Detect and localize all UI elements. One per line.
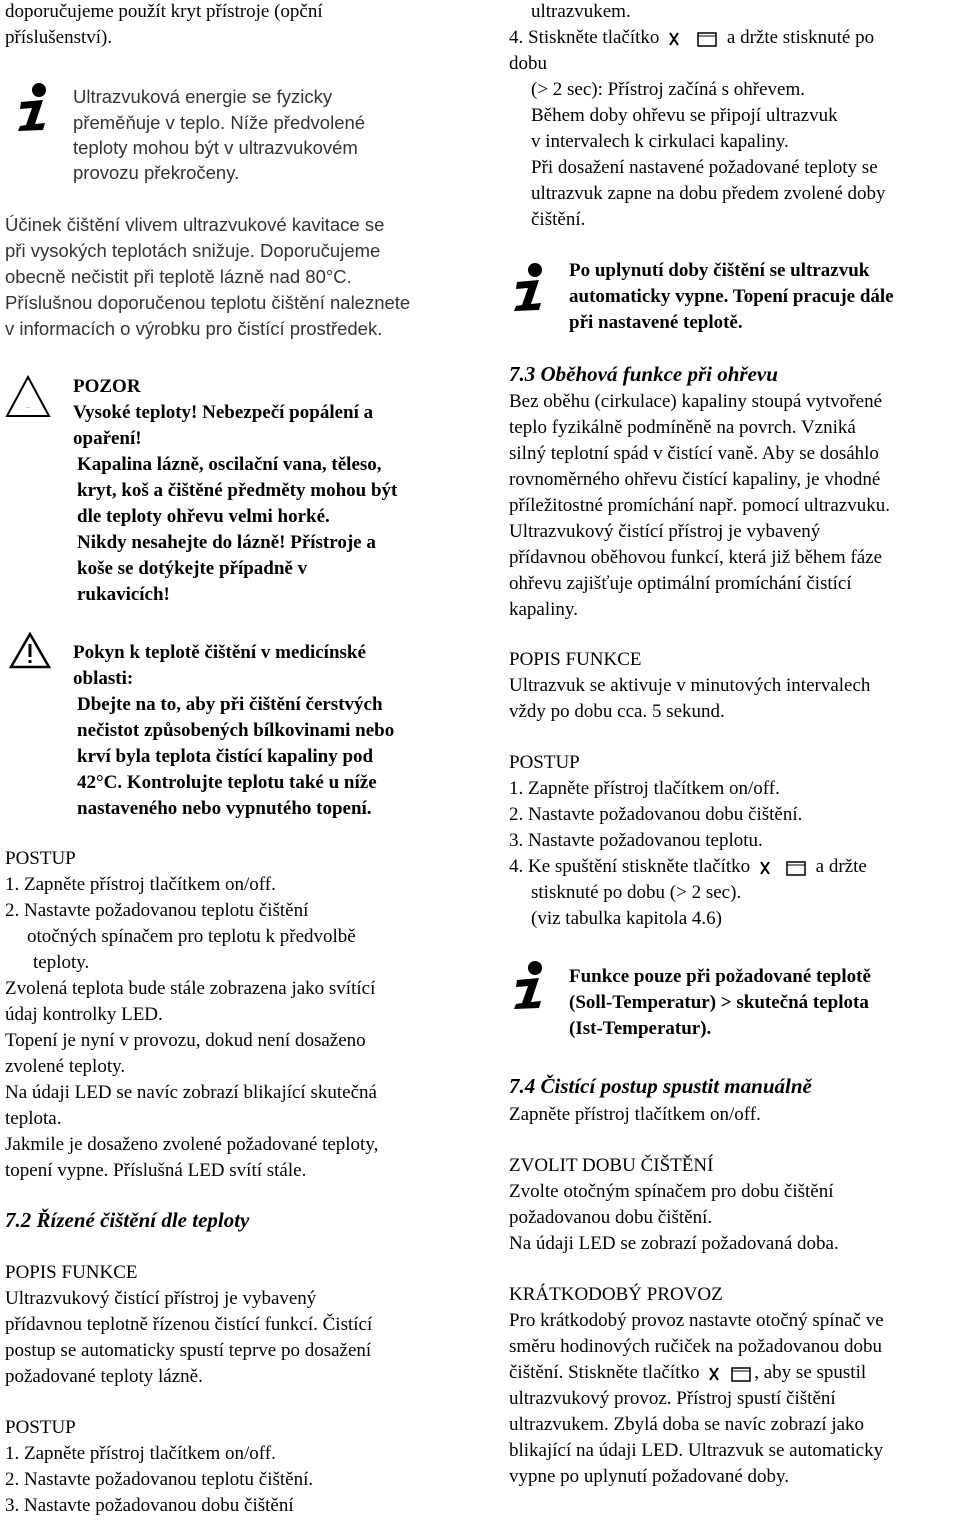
info-icon: [511, 262, 549, 312]
pozor-line: Nikdy nesahejte do lázně! Přístroje a: [77, 532, 376, 553]
postup-step: 2. Nastavte požadovanou dobu čištění.: [509, 804, 803, 825]
body-text-line: ultrazvukový provoz. Přístroj spustí čištění: [509, 1388, 836, 1409]
postup-text: údaj kontrolky LED.: [5, 1004, 163, 1025]
postup-step: 1. Zapněte přístroj tlačítkem on/off.: [5, 874, 276, 895]
zvolit-heading: ZVOLIT DOBU ČIŠTĚNÍ: [509, 1155, 714, 1176]
body-text-line: Během doby ohřevu se připojí ultrazvuk: [531, 105, 838, 126]
body-text-line: příležitostné promíchání např. pomocí ultrazvuku.: [509, 495, 890, 516]
body-text-line: směru hodinových ručiček na požadovanou dobu: [509, 1336, 883, 1357]
pozor-line: Vysoké teploty! Nebezpečí popálení a: [73, 402, 374, 423]
body-text-line: požadovanou dobu čištění.: [509, 1207, 713, 1228]
info-text-line: teploty mohou být v ultrazvukovém: [73, 137, 358, 158]
popis-text: požadované teploty lázně.: [5, 1366, 203, 1387]
body-text-line: Bez oběhu (cirkulace) kapaliny stoupá vytvořené: [509, 391, 882, 412]
body-text-line: ultrazvukem.: [531, 1, 631, 22]
medical-line: Pokyn k teplotě čištění v medicínské: [73, 642, 366, 663]
postup-text: Topení je nyní v provozu, dokud není dosaženo: [5, 1030, 366, 1051]
step-text: čištění. Stiskněte tlačítko: [509, 1362, 700, 1383]
popis-text: postup se automaticky spustí teprve po dosažení: [5, 1340, 372, 1361]
body-text-line: ultrazvukem. Zbylá doba se navíc zobrazí jako: [509, 1414, 865, 1435]
info-text-line: provozu překročeny.: [73, 162, 240, 183]
warning-icon: [5, 374, 51, 420]
pozor-line: Kapalina lázně, oscilační vana, těleso,: [77, 454, 382, 475]
medical-line: Dbejte na to, aby při čištění čerstvých: [77, 694, 383, 715]
postup-step: otočných spínačem pro teplotu k předvolbě: [27, 926, 356, 947]
body-text-line: přídavnou oběhovou funkcí, která již během fáze: [509, 547, 882, 568]
body-text-line: při vysokých teplotách snižuje. Doporučujeme: [5, 240, 381, 261]
info-icon: [511, 960, 549, 1010]
postup-heading: POSTUP: [509, 752, 580, 773]
postup-text: zvolené teploty.: [5, 1056, 126, 1077]
medical-line: 42°C. Kontrolujte teplotu také u níže: [77, 772, 377, 793]
body-text-line: Zapněte přístroj tlačítkem on/off.: [509, 1104, 761, 1125]
body-text-line: (> 2 sec): Přístroj začíná s ohřevem.: [531, 79, 805, 100]
step-line: [509, 1361, 866, 1385]
info-text-line: (Ist-Temperatur).: [569, 1018, 712, 1039]
postup-heading: POSTUP: [5, 1417, 76, 1438]
pozor-line: dle teploty ohřevu velmi horké.: [77, 506, 330, 527]
pozor-line: rukavicích!: [77, 584, 170, 605]
body-text-line: Na údaji LED se zobrazí požadovaná doba.: [509, 1233, 839, 1254]
body-text-line: rovnoměrného ohřevu čistící kapaliny, je vhodné: [509, 469, 881, 490]
section-title: 7.3 Oběhová funkce při ohřevu: [509, 362, 778, 386]
intro-line: příslušenství).: [5, 27, 113, 48]
body-text-line: Příslušnou doporučenou teplotu čištění naleznete: [5, 292, 411, 313]
warning-icon: [9, 632, 51, 670]
info-text-line: Po uplynutí doby čištění se ultrazvuk: [569, 260, 870, 281]
body-text-line: Ultrazvukový čistící přístroj je vybavený: [509, 521, 821, 542]
section-title: 7.2 Řízené čištění dle teploty: [5, 1208, 250, 1232]
ultrasound-heat-button-icon: [755, 859, 811, 877]
step-text: 4. Ke spuštění stiskněte tlačítko: [509, 856, 751, 877]
body-text-line: Účinek čištění vlivem ultrazvukové kavitace se: [5, 214, 385, 235]
postup-step: 3. Nastavte požadovanou teplotu.: [509, 830, 763, 851]
body-text-line: ultrazvuk zapne na dobu předem zvolené doby: [531, 183, 886, 204]
pozor-title: POZOR: [73, 376, 141, 397]
body-text-line: Zvolte otočným spínačem pro dobu čištění: [509, 1181, 834, 1202]
step-text: , aby se spustil: [754, 1362, 867, 1383]
postup-text: teplota.: [5, 1108, 62, 1129]
postup-step: 2. Nastavte požadovanou teplotu čištění: [5, 900, 309, 921]
body-text-line: blikající na údaji LED. Ultrazvuk se automaticky: [509, 1440, 884, 1461]
info-text-line: přeměňuje v teplo. Níže předvolené: [73, 112, 366, 133]
medical-line: nečistot způsobených bílkovinami nebo: [77, 720, 395, 741]
body-text-line: obecně nečistit při teplotě lázně nad 80°C.: [5, 266, 352, 287]
popis-text: vždy po dobu cca. 5 sekund.: [509, 701, 725, 722]
postup-step: stisknuté po dobu (> 2 sec).: [531, 882, 742, 903]
step-line: [509, 26, 874, 50]
body-text-line: Pro krátkodobý provoz nastavte otočný spínač ve: [509, 1310, 884, 1331]
postup-step: (viz tabulka kapitola 4.6): [531, 908, 722, 929]
svg-text:~: ~: [25, 403, 31, 414]
info-text-line: automaticky vypne. Topení pracuje dále: [569, 286, 894, 307]
popis-text: Ultrazvukový čistící přístroj je vybavený: [5, 1288, 317, 1309]
step-text: a držte: [815, 856, 867, 877]
body-text-line: Při dosažení nastavené požadované teploty se: [531, 157, 878, 178]
section-title: 7.4 Čistící postup spustit manuálně: [509, 1074, 812, 1098]
postup-step: 1. Zapněte přístroj tlačítkem on/off.: [5, 1443, 276, 1464]
step-text: a držte stisknuté po: [726, 27, 875, 48]
info-text-line: (Soll-Temperatur) > skutečná teplota: [569, 992, 869, 1013]
info-text-line: Funkce pouze při požadované teplotě: [569, 966, 871, 987]
ultrasound-heat-button-icon: [704, 1365, 754, 1383]
popis-heading: POPIS FUNKCE: [509, 649, 642, 670]
intro-line: doporučujeme použít kryt přístroje (opční: [5, 1, 323, 22]
body-text-line: silný teplotní spád v čistící vaně. Aby se dosáhlo: [509, 443, 879, 464]
popis-text: přídavnou teplotně řízenou čistící funkcí. Čistící: [5, 1314, 373, 1335]
popis-heading: POPIS FUNKCE: [5, 1262, 138, 1283]
medical-line: krví byla teplota čistící kapaliny pod: [77, 746, 374, 767]
body-text-line: kapaliny.: [509, 599, 578, 620]
postup-heading: POSTUP: [5, 848, 76, 869]
postup-step: 3. Nastavte požadovanou dobu čištění: [5, 1495, 294, 1516]
postup-step: teploty.: [33, 952, 90, 973]
postup-text: Zvolená teplota bude stále zobrazena jako svítící: [5, 978, 376, 999]
body-text-line: dobu: [509, 53, 547, 74]
ultrasound-heat-button-icon: [664, 30, 722, 48]
medical-line: nastaveného nebo vypnutého topení.: [77, 798, 372, 819]
info-text-line: při nastavené teplotě.: [569, 312, 743, 333]
medical-line: oblasti:: [73, 668, 134, 689]
info-text-line: Ultrazvuková energie se fyzicky: [73, 86, 333, 107]
postup-step: 2. Nastavte požadovanou teplotu čištění.: [5, 1469, 314, 1490]
info-icon: [15, 82, 53, 132]
postup-text: topení vypne. Příslušná LED svítí stále.: [5, 1160, 307, 1181]
body-text-line: teplo fyzikálně podmíněně na povrch. Vzniká: [509, 417, 856, 438]
body-text-line: ohřevu zajišťuje optimální promíchání čistící: [509, 573, 852, 594]
step-text: 4. Stiskněte tlačítko: [509, 27, 660, 48]
postup-step: 1. Zapněte přístroj tlačítkem on/off.: [509, 778, 780, 799]
body-text-line: vypne po uplynutí požadované doby.: [509, 1466, 790, 1487]
postup-text: Jakmile je dosaženo zvolené požadované teploty,: [5, 1134, 379, 1155]
body-text-line: v informacích o výrobku pro čistící prostředek.: [5, 318, 383, 339]
kratko-heading: KRÁTKODOBÝ PROVOZ: [509, 1284, 723, 1305]
body-text-line: v intervalech k cirkulaci kapaliny.: [531, 131, 789, 152]
postup-text: Na údaji LED se navíc zobrazí blikající skutečná: [5, 1082, 377, 1103]
step-line: [509, 855, 867, 879]
pozor-line: kryt, koš a čištěné předměty mohou být: [77, 480, 398, 501]
pozor-line: opaření!: [73, 428, 142, 449]
popis-text: Ultrazvuk se aktivuje v minutových intervalech: [509, 675, 871, 696]
body-text-line: čištění.: [531, 209, 586, 230]
pozor-line: koše se dotýkejte případně v: [77, 558, 308, 579]
